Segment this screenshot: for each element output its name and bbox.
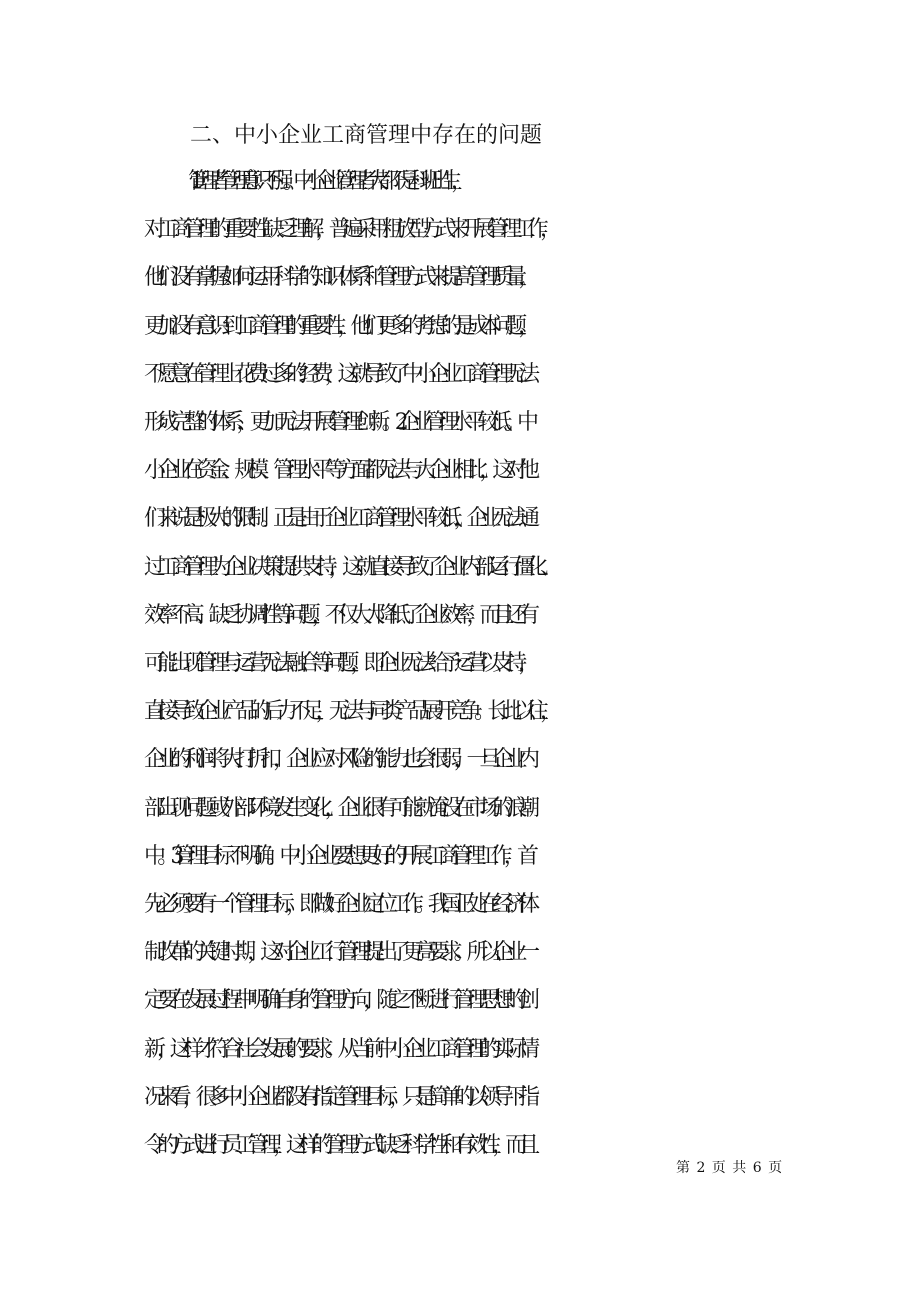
body-line: 新，这样才符合社会发展的要求。从当前中小企业工商管理的实际情 (144, 1036, 532, 1062)
body-line: 更加没有意识到工商管理的重要性，他们更多的考虑的是成本问题， (144, 313, 532, 339)
body-line: 定要在发展过程中明确自身的管理方向，随之不断进行管理思想的创 (144, 988, 532, 1014)
body-line: 直接导致企业产品的后力不足，无法与同类产品展开竞争。长此以往， (144, 699, 554, 725)
page-number-footer: 第 2 页 共 6 页 (676, 1160, 784, 1176)
body-line: 令的方式进行员工管理，这样的管理方式缺乏科学性和有效性，而且 (144, 1133, 532, 1158)
body-line: 不愿意在管理上花费过多的经费，这就导致了中小企业工商管理无法 (144, 361, 532, 387)
body-line: 制改革的关键时期，这对企业工行管理提出了更高要求。所以企业一 (144, 940, 532, 966)
body-line: 们来说是极大的限制。正是由于企业工商管理水平较低，企业无法通 (144, 506, 532, 532)
body-line: 部出现问题或外部环境发生变化，企业很有可能就淹没在市场的浪潮 (144, 795, 532, 821)
body-line: 效率不高、缺乏协调性等问题，不仅大大降低了企业效率，而且还有 (144, 602, 532, 628)
body-line: 中。3.管理目标不明确。中小企业要想更好的开展工商管理工作，首 (144, 843, 531, 869)
body-line: 1.管理者管理意识不强。中小企业管理者大都不是科班出生， (190, 169, 462, 194)
body-line: 他们没有掌握如何运用科学的知识体系和管理方式来提高管理质量， (144, 265, 532, 291)
body-line: 小企业在资金、规模、管理水平等方面都无法与大企业相比，这对他 (144, 458, 532, 484)
body-line: 企业的利润将大打折扣，企业应对风险的能力也会很弱，一旦企业内 (144, 747, 532, 773)
body-line: 过工商管理为企业决策提供支持，这就直接导致了企业内部运行僵化、 (144, 554, 554, 580)
body-line: 形成完整的体系，更加无法开展管理创新。2.企业管理水平较低。中 (144, 410, 531, 435)
body-line: 先必须要有一个管理目标，即做好企业定位工作。我国正处在经济体 (144, 892, 532, 917)
section-heading: 二、中小企业工商管理中存在的问题 (190, 123, 543, 148)
body-line: 况来看，很多中小企业都没有指定管理目标，只是简单的以领导下指 (144, 1084, 532, 1110)
body-line: 对工商管理的重要性缺乏理解，普遍采用粗放型方式来开展管理工作， (144, 217, 554, 243)
body-line: 可能出现管理与运营无法融合等问题，即企业无法给予运营以支持， (144, 651, 532, 676)
